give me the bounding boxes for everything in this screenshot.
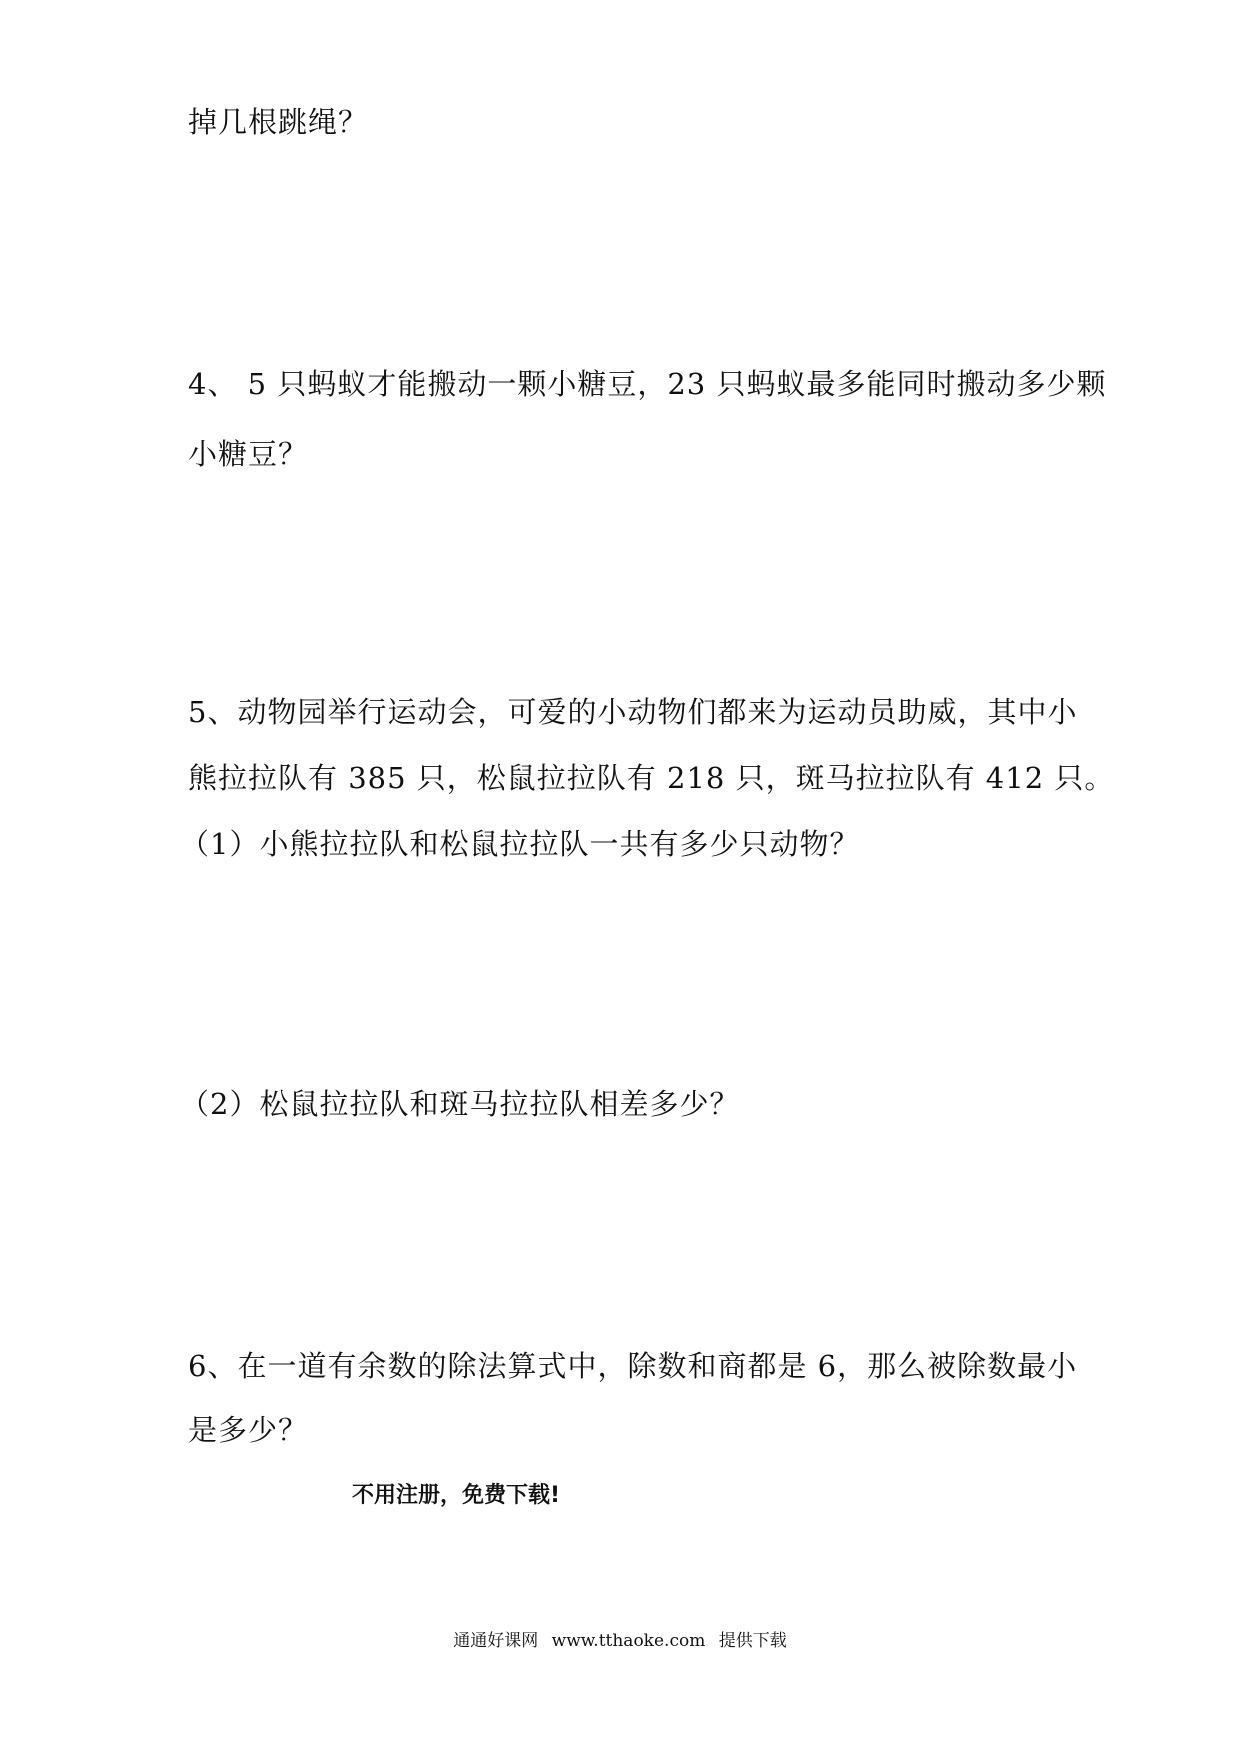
question-3-tail: 掉几根跳绳？ [188, 105, 369, 139]
question-6-line-1: 6、在一道有余数的除法算式中，除数和商都是 6，那么被除数最小 [188, 1349, 1078, 1383]
question-5-line-1: 5、动物园举行运动会，可爱的小动物们都来为运动员助威，其中小 [188, 695, 1078, 729]
question-4-line-2: 小糖豆？ [188, 437, 309, 471]
footer-site-name: 通通好课网 [453, 1631, 539, 1651]
footer-url: www.tthaoke.com [551, 1631, 706, 1651]
question-6-line-2: 是多少？ [188, 1413, 309, 1447]
promo-text: 不用注册，免费下载! [352, 1483, 561, 1508]
question-4-line-1: 4、 5 只蚂蚁才能搬动一颗小糖豆，23 只蚂蚁最多能同时搬动多少颗 [188, 367, 1107, 401]
question-5-subquestion-1: （1）小熊拉拉队和松鼠拉拉队一共有多少只动物？ [180, 827, 860, 861]
question-5-subquestion-2: （2）松鼠拉拉队和斑马拉拉队相差多少？ [180, 1087, 740, 1121]
question-5-line-2: 熊拉拉队有 385 只，松鼠拉拉队有 218 只，斑马拉拉队有 412 只。 [188, 761, 1115, 795]
page-footer [0, 1630, 1240, 1652]
footer-suffix: 提供下载 [718, 1631, 787, 1651]
